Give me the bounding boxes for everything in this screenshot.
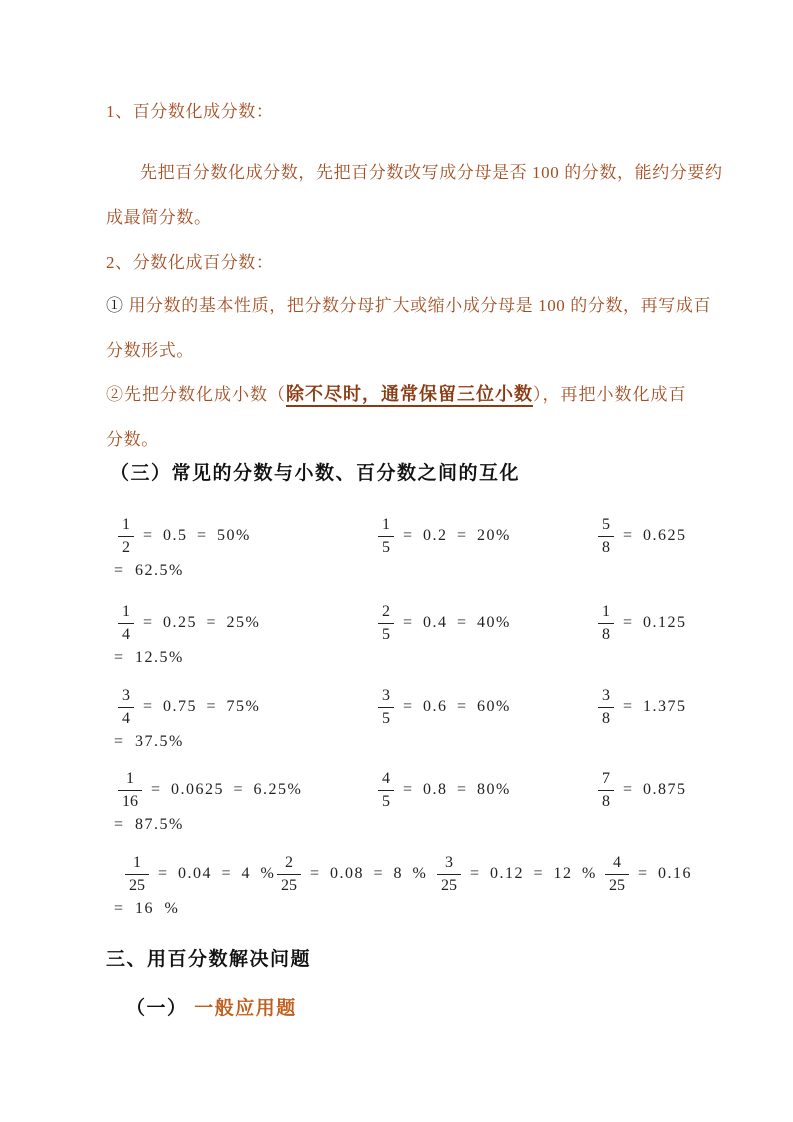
subsection-heading xyxy=(126,993,297,1020)
fraction-denominator: 5 xyxy=(382,538,390,556)
fraction-numerator: 4 xyxy=(605,855,629,875)
conversion-cell xyxy=(118,681,260,733)
fraction xyxy=(277,855,301,894)
conversion-cell xyxy=(277,848,427,900)
fraction-numerator: 1 xyxy=(118,604,134,624)
conversion-equation: = 0.5 = 50% xyxy=(143,527,251,544)
section-main-heading: 三、用百分数解决问题 xyxy=(106,949,312,970)
fraction-numerator: 3 xyxy=(118,688,134,708)
fraction xyxy=(118,604,134,643)
fraction-denominator: 4 xyxy=(122,709,130,727)
conversion-wrap-line: = 62.5% xyxy=(114,562,184,579)
fraction-numerator: 3 xyxy=(378,688,394,708)
item1-title: 1、百分数化成分数： xyxy=(106,102,274,121)
fraction-denominator: 5 xyxy=(382,792,390,810)
conversion-equation: = 0.8 = 80% xyxy=(403,781,511,798)
conversion-equation: = 0.08 = 8 % xyxy=(310,865,428,882)
conversion-equation: = 0.75 = 75% xyxy=(143,698,261,715)
conversion-cell xyxy=(378,681,511,733)
conversion-equation: = 0.0625 = 6.25% xyxy=(151,781,303,798)
fraction-numerator: 5 xyxy=(598,517,614,537)
method2-line2: 分数。 xyxy=(106,430,159,449)
circled-one-marker: ① xyxy=(106,296,129,315)
conversion-equation: = 0.2 = 20% xyxy=(403,527,511,544)
fraction xyxy=(378,688,394,727)
item2-title: 2、分数化成百分数： xyxy=(106,253,274,272)
fraction xyxy=(598,517,614,556)
subsection-number: （一） xyxy=(126,998,195,1019)
fraction-denominator: 25 xyxy=(281,876,297,894)
fraction xyxy=(118,688,134,727)
fraction-numerator: 2 xyxy=(378,604,394,624)
conversion-cell xyxy=(598,764,687,816)
fraction xyxy=(598,771,614,810)
conversion-row xyxy=(0,764,793,844)
conversion-row xyxy=(0,510,793,590)
conversion-cell xyxy=(378,510,511,562)
fraction-denominator: 5 xyxy=(382,625,390,643)
conversion-equation: = 0.04 = 4 % xyxy=(158,865,276,882)
fraction-denominator: 25 xyxy=(129,876,145,894)
fraction xyxy=(378,517,394,556)
conversion-cell xyxy=(118,764,302,816)
paragraph1-line2: 成最简分数。 xyxy=(106,208,212,227)
fraction-numerator: 1 xyxy=(118,771,142,791)
fraction xyxy=(378,604,394,643)
conversion-equation: = 0.25 = 25% xyxy=(143,614,261,631)
fraction-numerator: 1 xyxy=(118,517,134,537)
fraction-denominator: 25 xyxy=(441,876,457,894)
fraction-numerator: 4 xyxy=(378,771,394,791)
fraction-numerator: 1 xyxy=(125,855,149,875)
conversion-wrap-line: = 37.5% xyxy=(114,733,184,750)
fraction-denominator: 2 xyxy=(122,538,130,556)
fraction-denominator: 16 xyxy=(122,792,138,810)
method1-line1 xyxy=(106,294,711,317)
fraction-numerator: 1 xyxy=(378,517,394,537)
method2-prefix: ②先把分数化成小数（ xyxy=(106,385,286,404)
conversion-cell xyxy=(437,848,597,900)
conversion-wrap-line: = 87.5% xyxy=(114,816,184,833)
method1-line2: 分数形式。 xyxy=(106,341,194,360)
fraction xyxy=(437,855,461,894)
conversion-cell xyxy=(125,848,275,900)
conversion-equation: = 0.875 xyxy=(623,781,687,798)
fraction xyxy=(598,604,614,643)
conversion-equation: = 0.625 xyxy=(623,527,687,544)
fraction-denominator: 8 xyxy=(602,538,610,556)
fraction-numerator: 3 xyxy=(598,688,614,708)
fraction xyxy=(598,688,614,727)
fraction-denominator: 5 xyxy=(382,709,390,727)
fraction-numerator: 2 xyxy=(277,855,301,875)
conversion-row xyxy=(0,597,793,677)
conversion-equation: = 0.4 = 40% xyxy=(403,614,511,631)
fraction xyxy=(605,855,629,894)
paragraph1-line1: 先把百分数化成分数，先把百分数改写成分母是否 100 的分数，能约分要约 xyxy=(140,163,723,182)
fraction-numerator: 1 xyxy=(598,604,614,624)
fraction-denominator: 8 xyxy=(602,792,610,810)
fraction-denominator: 8 xyxy=(602,709,610,727)
fraction xyxy=(125,855,149,894)
conversion-wrap-line: = 16 % xyxy=(114,900,180,917)
conversion-cell xyxy=(378,597,511,649)
conversion-equation: = 0.6 = 60% xyxy=(403,698,511,715)
conversion-cell xyxy=(118,510,251,562)
method2-emphasis: 除不尽时，通常保留三位小数 xyxy=(286,384,533,407)
method1-text: 用分数的基本性质，把分数分母扩大或缩小成分母是 100 的分数，再写成百 xyxy=(128,296,712,315)
fraction xyxy=(378,771,394,810)
fraction-numerator: 3 xyxy=(437,855,461,875)
conversion-cell xyxy=(598,597,687,649)
fraction xyxy=(118,771,142,810)
conversion-cell xyxy=(598,681,687,733)
conversion-equation: = 0.12 = 12 % xyxy=(470,865,597,882)
subsection-title-accent: 一般应用题 xyxy=(194,998,297,1019)
method2-line1 xyxy=(106,383,687,406)
conversion-row xyxy=(0,848,793,928)
conversion-equation: = 0.16 xyxy=(638,865,693,882)
fraction-denominator: 4 xyxy=(122,625,130,643)
conversion-cell xyxy=(118,597,260,649)
method2-suffix: ），再把小数化成百 xyxy=(533,385,687,404)
fraction-denominator: 8 xyxy=(602,625,610,643)
fraction xyxy=(118,517,134,556)
conversion-cell xyxy=(378,764,511,816)
conversion-cell xyxy=(598,510,687,562)
conversion-equation: = 0.125 xyxy=(623,614,687,631)
fraction-numerator: 7 xyxy=(598,771,614,791)
fraction-denominator: 25 xyxy=(609,876,625,894)
conversion-equation: = 1.375 xyxy=(623,698,687,715)
conversion-row xyxy=(0,681,793,761)
conversion-wrap-line: = 12.5% xyxy=(114,649,184,666)
conversion-cell xyxy=(605,848,692,900)
section-three-heading: （三）常见的分数与小数、百分数之间的互化 xyxy=(110,463,521,484)
